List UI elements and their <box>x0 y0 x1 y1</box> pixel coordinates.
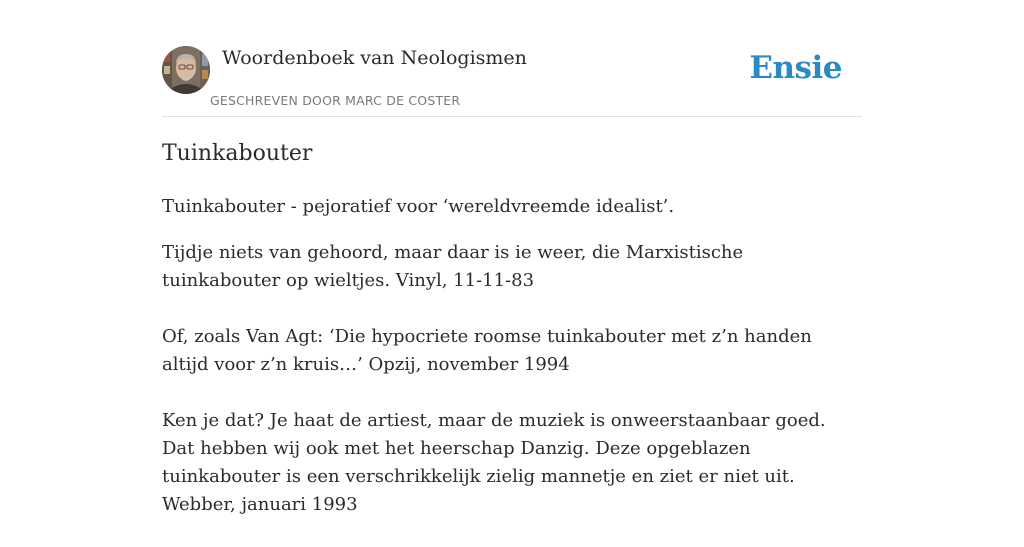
author-avatar-photo <box>162 46 210 94</box>
quote-list <box>162 239 862 519</box>
quote-item: Tijdje niets van gehoord, maar daar is ie weer, die Marxistische tuinkabouter op wieltjes. Vinyl, 11-11-83 <box>162 242 744 291</box>
quote-item: Of, zoals Van Agt: ‘Die hypocriete roomse tuinkabouter met z’n handen altijd voor z’n kruis…’ Opzij, november 1994 <box>162 326 812 375</box>
quote-item: Ken je dat? Je haat de artiest, maar de muziek is onweerstaanbaar goed. Dat hebben wij ook met het heerschap Danzig. Deze opgeblazen tuinkabouter is een verschrikkelijk zielig mannetje en ziet er niet uit. Webber, januari 1993 <box>162 410 826 515</box>
author-avatar[interactable] <box>162 46 210 94</box>
brand-logo[interactable]: Ensie <box>749 50 842 86</box>
entry-content <box>162 138 862 547</box>
page-title: Tuinkabouter <box>162 141 313 166</box>
dictionary-title[interactable]: Woordenboek van Neologismen <box>222 47 527 69</box>
entry-header <box>162 46 862 117</box>
author-byline[interactable]: GESCHREVEN DOOR MARC DE COSTER <box>210 93 461 108</box>
entry-definition: Tuinkabouter - pejoratief voor ‘wereldvreemde idealist’. <box>162 196 675 217</box>
